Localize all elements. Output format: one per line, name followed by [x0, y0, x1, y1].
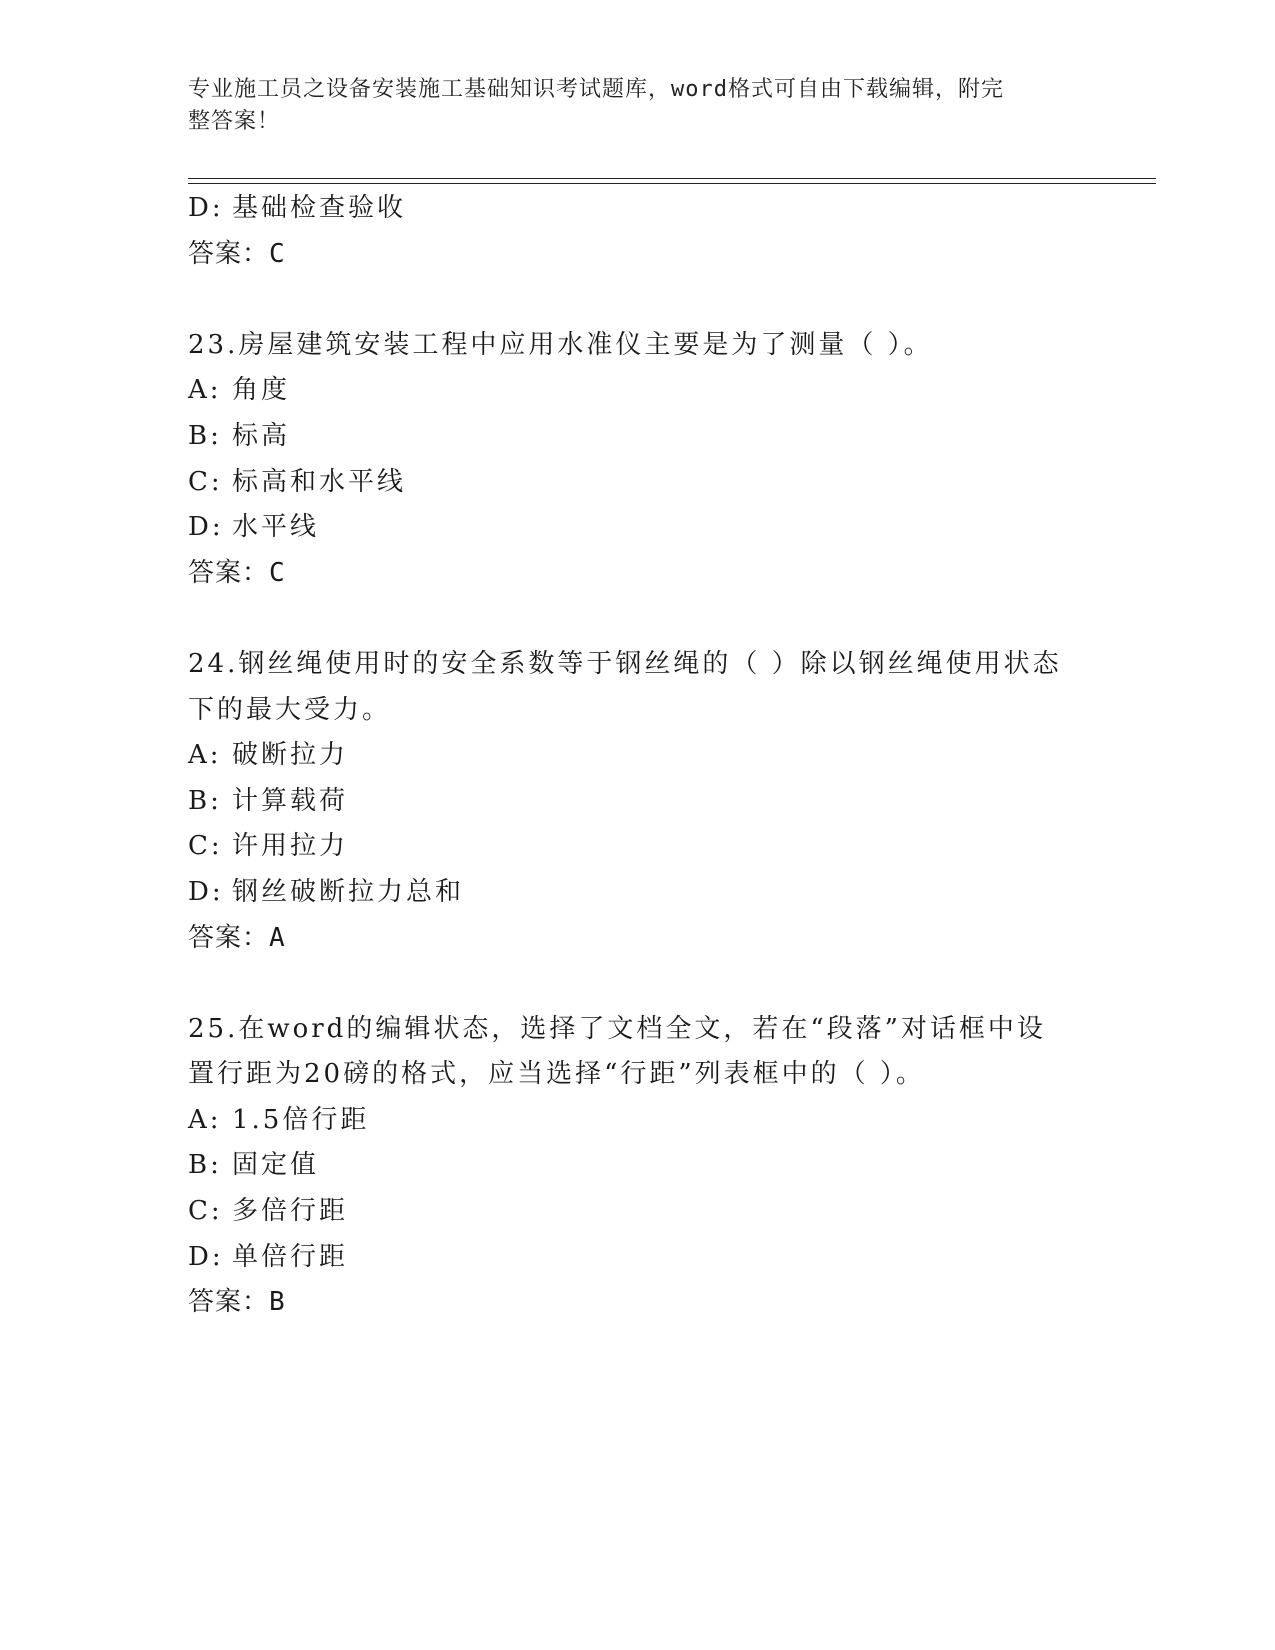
option-d	[188, 186, 1088, 232]
answer-line: 答案：C	[188, 238, 286, 269]
option-c	[188, 824, 1088, 870]
option-label: A:	[188, 1104, 222, 1135]
answer-line: 答案：C	[188, 557, 286, 588]
question-23	[188, 323, 1088, 597]
option-d	[188, 1235, 1088, 1281]
option-d	[188, 505, 1088, 551]
option-text: 1.5倍行距	[232, 1104, 370, 1135]
spacer	[188, 961, 1088, 1007]
option-text: 钢丝破断拉力总和	[232, 876, 465, 907]
option-c	[188, 460, 1088, 506]
option-d	[188, 870, 1088, 916]
option-b	[188, 1143, 1088, 1189]
option-text: 固定值	[232, 1150, 320, 1181]
spacer	[188, 596, 1088, 642]
option-label: B:	[188, 785, 222, 816]
option-label: D:	[188, 193, 224, 223]
option-label: A:	[188, 740, 222, 771]
option-text: 多倍行距	[232, 1196, 349, 1227]
header-divider-bottom	[188, 183, 1156, 184]
question-25	[188, 1007, 1088, 1326]
spacer	[188, 277, 1088, 323]
option-label: C:	[188, 466, 223, 497]
option-b	[188, 414, 1088, 460]
question-stem-line-2: 下的最大受力。	[188, 694, 392, 725]
question-24	[188, 642, 1088, 961]
option-b	[188, 779, 1088, 825]
option-a	[188, 1098, 1088, 1144]
option-text: 基础检查验收	[232, 193, 407, 223]
option-label: C:	[188, 1196, 223, 1227]
option-text: 破断拉力	[232, 740, 349, 771]
question-stem: 23.房屋建筑安装工程中应用水准仪主要是为了测量（ ）。	[188, 329, 933, 360]
option-text: 标高	[232, 420, 291, 451]
question-stem-line-2: 置行距为20磅的格式，应当选择“行距”列表框中的（ ）。	[188, 1059, 925, 1090]
option-label: B:	[188, 1150, 222, 1181]
option-c	[188, 1189, 1088, 1235]
option-a	[188, 368, 1088, 414]
header-line-1: 专业施工员之设备安装施工基础知识考试题库，word格式可自由下载编辑，附完	[188, 77, 1004, 102]
option-label: C:	[188, 831, 223, 862]
header-line-2: 整答案！	[188, 109, 281, 134]
question-stem-line-1: 25.在word的编辑状态，选择了文档全文，若在“段落”对话框中设	[188, 1013, 1046, 1044]
option-text: 计算载荷	[232, 785, 349, 816]
option-label: D:	[188, 512, 224, 543]
option-label: D:	[188, 1241, 224, 1272]
answer-line: 答案：B	[188, 1287, 286, 1318]
header-divider-top	[188, 178, 1156, 179]
option-label: D:	[188, 876, 224, 907]
answer-line: 答案：A	[188, 922, 286, 953]
option-text: 许用拉力	[232, 831, 349, 862]
option-text: 角度	[232, 375, 291, 406]
option-label: A:	[188, 375, 222, 406]
option-a	[188, 733, 1088, 779]
question-stem-line-1: 24.钢丝绳使用时的安全系数等于钢丝绳的（ ）除以钢丝绳使用状态	[188, 648, 1062, 679]
option-text: 单倍行距	[232, 1241, 349, 1272]
option-text: 标高和水平线	[232, 466, 407, 497]
option-label: B:	[188, 420, 222, 451]
document-header	[188, 74, 1068, 138]
option-text: 水平线	[232, 512, 320, 543]
question-content	[188, 186, 1088, 1326]
